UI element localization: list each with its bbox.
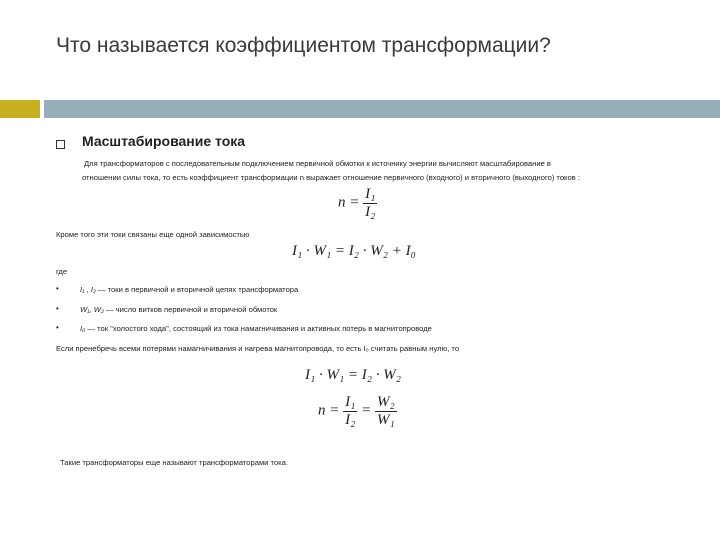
section-heading: Масштабирование тока: [82, 133, 246, 149]
list-item: [80, 322, 432, 336]
fraction: [363, 186, 377, 220]
fraction: [375, 394, 397, 428]
paragraph-4: Такие трансформаторы еще называют трансформаторами тока.: [60, 458, 288, 467]
dot-bullet-icon: •: [56, 284, 59, 293]
list-item: [80, 303, 277, 317]
square-bullet-icon: [56, 140, 65, 149]
list-item-text: — число витков первичной и вторичной обмоток: [103, 305, 278, 314]
paragraph-1-line-2: отношении силы тока, то есть коэффициент трансформации n выражает отношение первичного (входного) и вторичного (выходного) токов :: [82, 173, 580, 182]
list-item-text: — токи в первичной и вторичной цепях трансформатора: [95, 285, 299, 294]
list-item-text: — ток "холостого хода", состоящий из тока намагничивания и активных потерь в магнитопроводе: [85, 324, 432, 333]
fraction-denominator: I₂: [345, 411, 356, 428]
fraction-denominator: W₁: [376, 411, 395, 428]
fraction-numerator: I₁: [345, 394, 356, 410]
formula-lhs: n =: [338, 194, 360, 211]
list-item-symbol: I₀: [80, 324, 86, 333]
paragraph-3: Если пренебречь всеми потерями намагничивания и нагрева магнитопровода, то есть I₀ считать равным нулю, то: [56, 344, 460, 353]
accent-bar: [0, 100, 40, 118]
formula-ratio-currents: [338, 186, 377, 220]
list-item-symbol: W₁, W₂: [80, 305, 104, 314]
list-item: [80, 283, 298, 297]
header-divider-bar: [44, 100, 720, 118]
where-label: где: [56, 267, 68, 276]
fraction-denominator: I₂: [365, 203, 376, 220]
formula-ratio-turns: [318, 394, 397, 428]
formula-current-balance: I₁ · W₁ = I₂ · W₂ + I₀: [292, 243, 416, 259]
dot-bullet-icon: •: [56, 323, 59, 332]
dot-bullet-icon: •: [56, 304, 59, 313]
paragraph-2: Кроме того эти токи связаны еще одной зависимостью: [56, 230, 250, 239]
list-item-symbol: I₁ , I₂: [80, 285, 96, 294]
fraction: [343, 394, 357, 428]
paragraph-1-line-1: Для трансформаторов с последовательным подключением первичной обмотки к источнику энергии вычисляют масштабирование в: [84, 159, 551, 168]
fraction-numerator: W₂: [376, 394, 395, 410]
formula-ideal-balance: I₁ · W₁ = I₂ · W₂: [305, 367, 401, 383]
fraction-numerator: I₁: [365, 186, 376, 202]
slide-title: Что называется коэффициентом трансформации?: [56, 34, 551, 57]
formula-lhs: n =: [318, 402, 340, 419]
formula-equals: =: [361, 402, 372, 419]
